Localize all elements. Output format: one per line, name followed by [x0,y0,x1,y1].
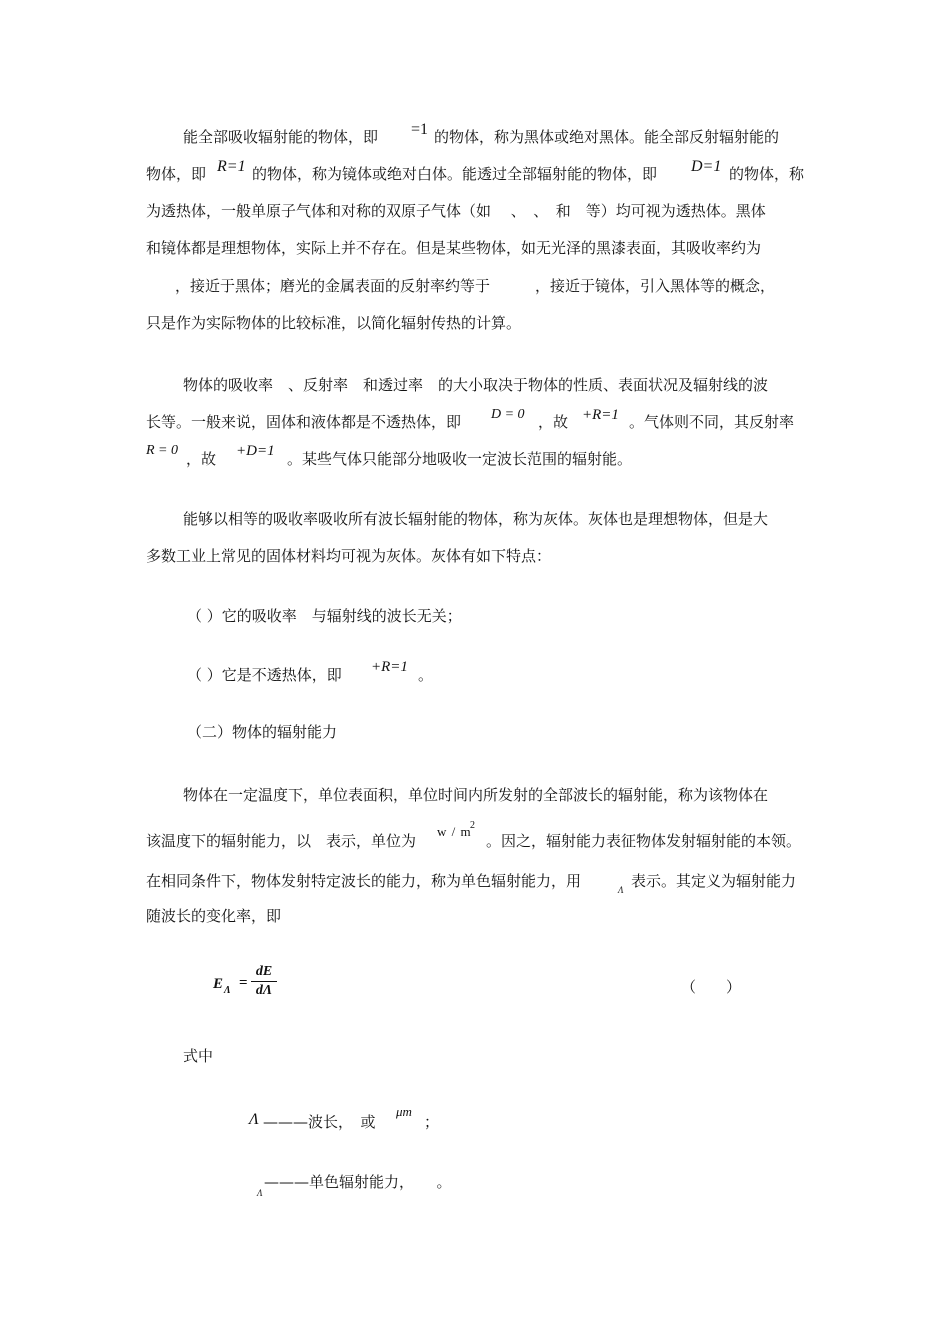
p2-line1: 物体的吸收率 、反射率 和透过率 的大小取决于物体的性质、表面状况及辐射线的波 [183,376,769,394]
formula-fraction [251,964,277,999]
p4-line1: 物体在一定温度下，单位表面积，单位时间内所发射的全部波长的辐射能，称为该物体在 [183,786,769,804]
lambda-subscript: Λ [618,885,624,895]
p4-line3-b: 表示。其定义为辐射能力 [631,872,797,890]
def1-end: ； [424,1113,440,1131]
math-d-eq-1: D=1 [691,158,722,175]
formula-lhs-subscript: Λ [224,985,231,996]
p1-line2-b: 的物体，称为镜体或绝对白体。能透过全部辐射能的物体，即 [252,165,658,183]
formula-denominator: dΛ [255,983,273,998]
math-eq-1: =1 [411,121,429,138]
equation-number: （ ） [681,978,742,996]
list-item-2-b: 。 [418,666,434,684]
math-plus-r-eq-1-item: +R=1 [371,659,408,675]
list-item-2-a: （ ）它是不透热体，即 [187,666,342,684]
def1-symbol: Λ [249,1111,259,1128]
formula-numerator: dE [255,964,273,979]
p4-line3-a: 在相同条件下，物体发射特定波长的能力，称为单色辐射能力，用 [146,872,582,890]
section-heading: （二）物体的辐射能力 [187,723,338,741]
p1-line4: 和镜体都是理想物体，实际上并不存在。但是某些物体，如无光泽的黑漆表面，其吸收率约为 [146,239,762,257]
math-plus-r-eq-1: +R=1 [582,407,619,423]
math-plus-d-eq-1: +D=1 [236,443,275,459]
formula-equals: = [239,975,248,991]
p2-line2-b: ，故 [538,413,569,431]
math-d-eq-0: D = 0 [491,407,525,422]
p4-line4: 随波长的变化率，即 [146,907,282,925]
where-label: 式中 [183,1047,214,1065]
formula-fraction-bar [251,981,277,982]
p2-line3-a: ，故 [186,450,217,468]
p2-line2-a: 长等。一般来说，固体和液体都是不透热体，即 [146,413,462,431]
p1-line1-a: 能全部吸收辐射能的物体，即 [183,128,379,146]
math-r-eq-1: R=1 [217,158,246,175]
math-r-eq-0: R = 0 [146,443,178,458]
list-item-1: （ ）它的吸收率 与辐射线的波长无关； [187,607,462,625]
unit-superscript: 2 [470,820,475,831]
p3-line2: 多数工业上常见的固体材料均可视为灰体。灰体有如下特点： [146,547,552,565]
formula-lhs: E [213,976,224,992]
p4-line2-b: 。因之，辐射能力表征物体发射辐射能的本领。 [486,832,802,850]
p2-line3-b: 。某些气体只能部分地吸收一定波长范围的辐射能。 [287,450,633,468]
unit-w-per-m: w / m [437,824,472,839]
p1-line6: 只是作为实际物体的比较标准，以简化辐射传热的计算。 [146,314,522,332]
p1-line3: 为透热体，一般单原子气体和对称的双原子气体（如 、 、 和 等）均可视为透热体。黑体 [146,202,766,220]
def2-text: ———单色辐射能力， 。 [264,1173,452,1191]
p1-line1-b: 的物体，称为黑体或绝对黑体。能全部反射辐射能的 [434,128,780,146]
p4-line2-a: 该温度下的辐射能力，以 表示，单位为 [146,832,417,850]
p1-line2-c: 的物体，称 [729,165,805,183]
p1-line2-a: 物体，即 [146,165,207,183]
p2-line2-c: 。气体则不同，其反射率 [629,413,795,431]
p3-line1: 能够以相等的吸收率吸收所有波长辐射能的物体，称为灰体。灰体也是理想物体，但是大 [183,510,769,528]
def2-symbol: Λ [257,1188,263,1198]
p1-line5: ，接近于黑体；磨光的金属表面的反射率约等于 ，接近于镜体，引入黑体等的概念， [160,277,776,295]
def1-text: ———波长， 或 [263,1113,376,1131]
def1-unit: μm [396,1104,412,1119]
